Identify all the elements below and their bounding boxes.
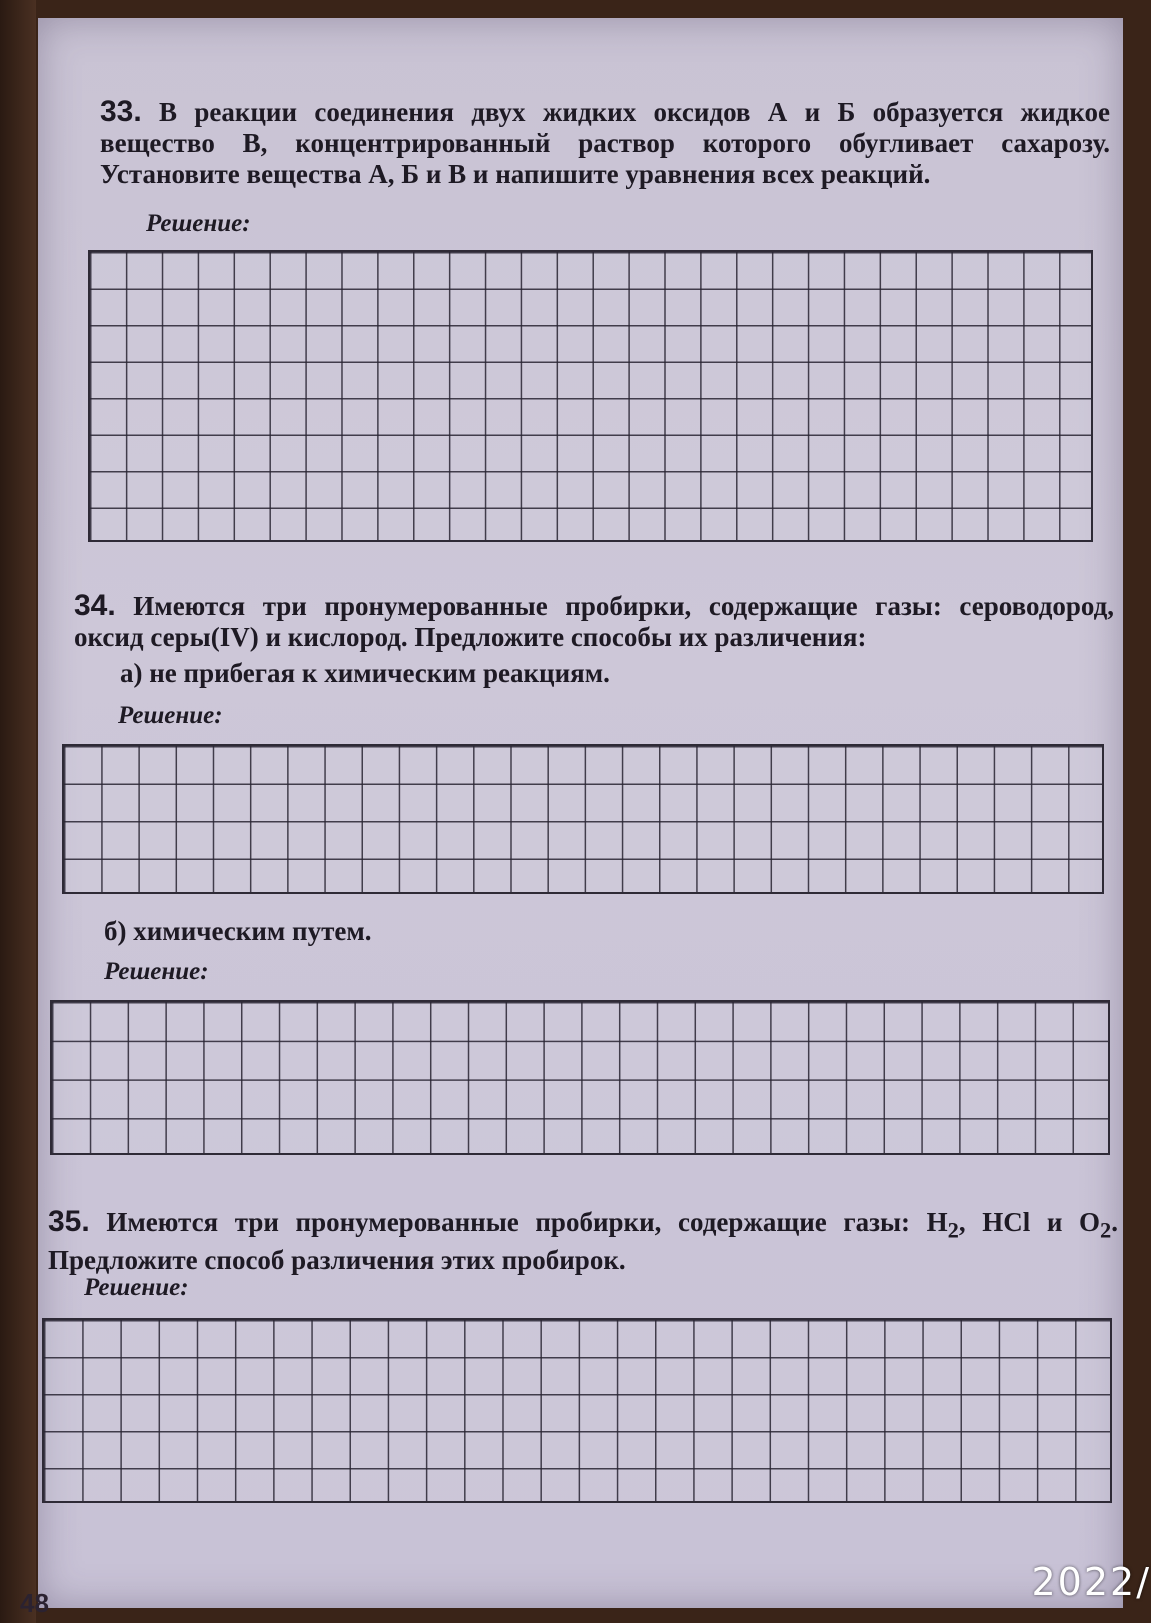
task-35-solution-label: Решение: (84, 1274, 189, 1301)
task-34b-answer-grid[interactable] (50, 1000, 1110, 1155)
task-34-part-b: б) химическим путем. (104, 916, 372, 946)
task-35-text-mid: , HCl и O (958, 1207, 1101, 1237)
task-35-subscript-2: 2 (1100, 1217, 1112, 1243)
task-35-answer-grid[interactable] (42, 1318, 1112, 1503)
task-34a-answer-grid[interactable] (62, 744, 1104, 894)
task-33-answer-grid[interactable] (88, 250, 1093, 542)
task-34 (74, 590, 1114, 653)
task-35-text-after: . Предложите способ различения этих пробирок. (48, 1207, 1119, 1276)
task-33-number: 33. (100, 95, 142, 128)
task-34-solution-label-b: Решение: (104, 958, 209, 985)
workbook-page (38, 18, 1123, 1608)
book-spine-shadow (0, 0, 36, 1623)
task-35 (48, 1206, 1118, 1276)
task-33 (100, 96, 1110, 190)
page-number: 48 (20, 1588, 49, 1618)
task-35-number: 35. (48, 1205, 90, 1238)
task-34-solution-label-a: Решение: (118, 702, 223, 729)
task-33-solution-label: Решение: (146, 210, 251, 237)
task-35-text-before: Имеются три пронумерованные пробирки, содержащие газы: H (106, 1207, 948, 1237)
task-34-number: 34. (74, 589, 116, 622)
date-watermark: 2022/ (1031, 1560, 1151, 1604)
task-33-text: В реакции соединения двух жидких оксидов А и Б образуется жидкое вещество В, концентрированный раствор которого обугливает сахарозу. Установите вещества А, Б и В и напишите уравнения всех реакций. (100, 97, 1110, 189)
task-35-subscript-1: 2 (947, 1217, 959, 1243)
task-34-part-a: а) не прибегая к химическим реакциям. (120, 658, 610, 688)
task-34-text: Имеются три пронумерованные пробирки, содержащие газы: сероводород, оксид серы(IV) и кислород. Предложите способы их различения: (74, 591, 1114, 652)
